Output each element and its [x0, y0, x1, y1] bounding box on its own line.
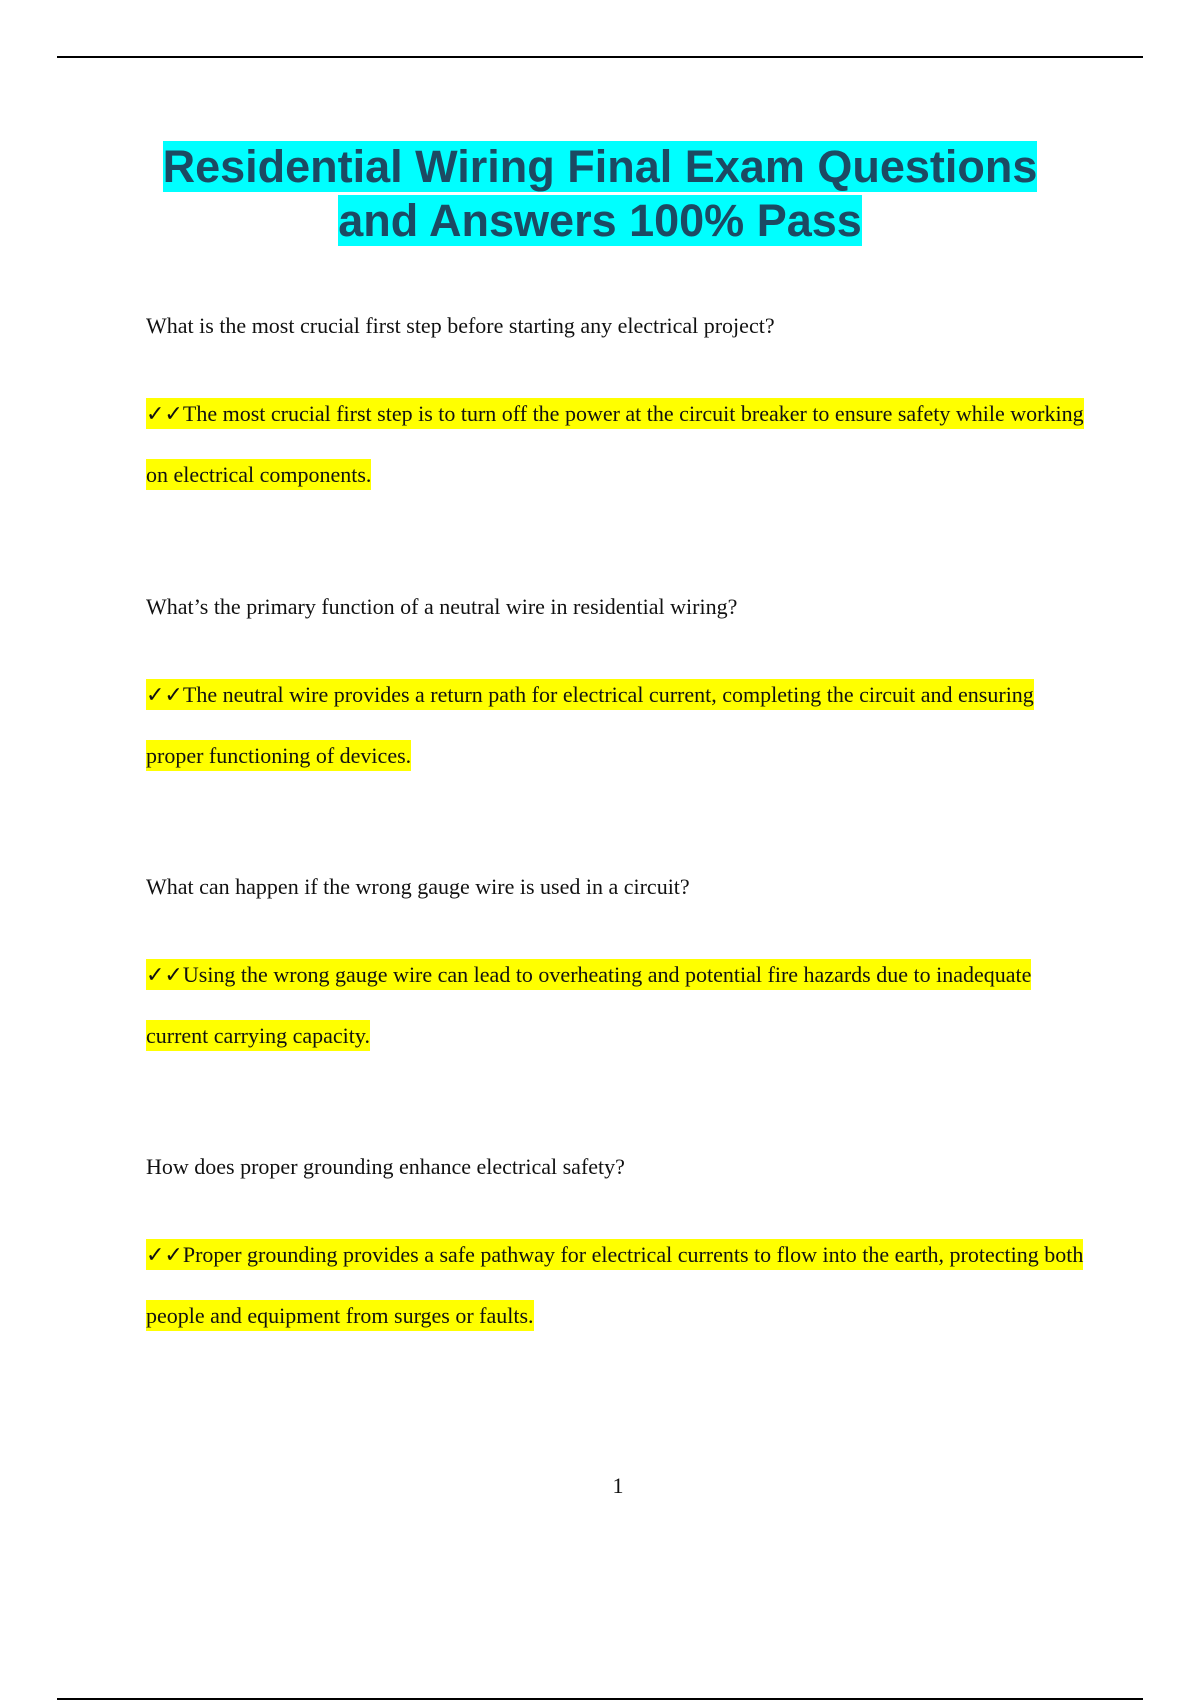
page-number: 1: [612, 1473, 624, 1498]
checkmark-icon: ✓✓: [146, 962, 183, 987]
qa-item: [146, 873, 1096, 1066]
answer-text: The neutral wire provides a return path for electrical current, completing the circuit and ensuring proper functioning of devices.: [146, 682, 1034, 768]
qa-item: [146, 312, 1096, 505]
answer-highlight: [146, 398, 1084, 490]
qa-item: [146, 593, 1096, 786]
answer-text: Proper grounding provides a safe pathway for electrical currents to flow into the earth, protecting both people and equipment from surges or faults.: [146, 1242, 1084, 1328]
document-title: [0, 140, 1200, 248]
answer-text: Using the wrong gauge wire can lead to overheating and potential fire hazards due to inadequate current carrying capacity.: [146, 962, 1032, 1048]
question-text: How does proper grounding enhance electrical safety?: [146, 1154, 625, 1179]
answer-block: [146, 944, 1096, 1066]
title-line-1: Residential Wiring Final Exam Questions: [162, 141, 1038, 192]
checkmark-icon: ✓✓: [146, 682, 183, 707]
answer-block: [146, 383, 1096, 505]
question-text: What’s the primary function of a neutral wire in residential wiring?: [146, 594, 738, 619]
answer-text: The most crucial first step is to turn off the power at the circuit breaker to ensure safety while working on electrical components.: [146, 401, 1084, 487]
question-text: What is the most crucial first step before starting any electrical project?: [146, 313, 775, 338]
answer-highlight: [146, 679, 1034, 771]
answer-block: [146, 1224, 1096, 1346]
title-line-2: and Answers 100% Pass: [338, 195, 862, 246]
checkmark-icon: ✓✓: [146, 1242, 183, 1267]
answer-highlight: [146, 959, 1031, 1051]
question-text: What can happen if the wrong gauge wire is used in a circuit?: [146, 874, 690, 899]
qa-item: [146, 1153, 1096, 1346]
header-rule: [57, 56, 1143, 58]
answer-block: [146, 664, 1096, 786]
answer-highlight: [146, 1239, 1083, 1331]
checkmark-icon: ✓✓: [146, 401, 183, 426]
